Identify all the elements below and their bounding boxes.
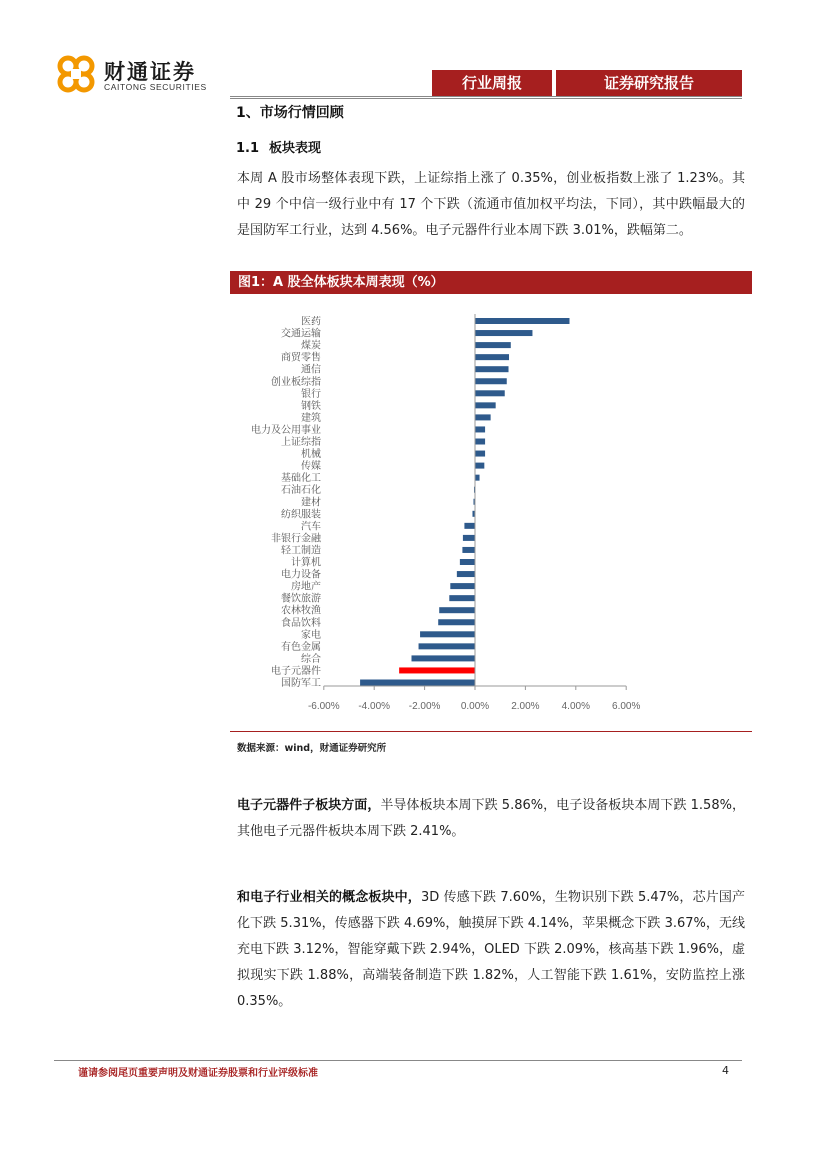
category-label: 综合 — [301, 653, 321, 665]
category-label: 银行 — [301, 388, 321, 400]
category-label: 钢铁 — [301, 400, 321, 412]
category-label: 有色金属 — [281, 641, 321, 653]
bar-23 — [449, 595, 475, 601]
footer-divider — [54, 1060, 742, 1061]
subsection-number: 1.1 — [236, 141, 260, 156]
category-label: 交通运输 — [281, 328, 321, 340]
bar-19 — [462, 547, 475, 553]
figure-bottom-rule — [230, 731, 752, 732]
subsector-lead: 电子元器件子板块方面， — [237, 798, 381, 813]
page-number: 4 — [722, 1064, 729, 1077]
subsector-text: 半导体板块本周下跌 5.86%，电子设备板块本周下跌 1.58%，其他电子元器件板块本周下跌 2.41%。 — [237, 798, 745, 839]
bar-4 — [475, 366, 509, 372]
bar-17 — [464, 523, 475, 529]
bar-7 — [475, 402, 496, 408]
category-label: 建筑 — [301, 412, 321, 424]
bar-12 — [475, 463, 484, 469]
bar-20 — [460, 559, 475, 565]
section-heading: 1、市场行情回顾 — [236, 105, 344, 121]
bar-5 — [475, 378, 507, 384]
category-label: 轻工制造 — [281, 545, 321, 557]
category-label: 非银行金融 — [271, 533, 321, 545]
footer-disclaimer: 谨请参阅尾页重要声明及财通证券股票和行业评级标准 — [78, 1068, 318, 1079]
bar-22 — [450, 583, 475, 589]
bar-26 — [420, 631, 475, 637]
category-label: 机械 — [301, 449, 321, 461]
category-label: 电子元器件 — [271, 665, 321, 677]
bar-11 — [475, 451, 485, 457]
category-label: 房地产 — [291, 581, 321, 593]
category-label: 计算机 — [291, 557, 321, 569]
figure-source: 数据来源：wind，财通证券研究所 — [237, 743, 387, 754]
bar-13 — [475, 475, 480, 481]
bar-25 — [438, 619, 475, 625]
bar-27 — [419, 643, 475, 649]
logo-mark-icon — [54, 52, 98, 96]
x-tick-label: -6.00% — [307, 701, 340, 712]
category-label: 电力及公用事业 — [251, 424, 321, 436]
category-label: 创业板综指 — [271, 376, 321, 388]
category-label: 商贸零售 — [281, 352, 321, 364]
bar-24 — [439, 607, 475, 613]
category-label: 餐饮旅游 — [281, 593, 321, 605]
bar-21 — [457, 571, 475, 577]
category-label: 上证综指 — [281, 437, 321, 448]
bar-18 — [463, 535, 475, 541]
bar-2 — [475, 342, 511, 348]
figure-title: 图1：A 股全体板块本周表现（%） — [230, 271, 752, 294]
header-divider — [230, 96, 742, 97]
x-tick-label: 6.00% — [612, 701, 641, 712]
category-label: 汽车 — [301, 521, 321, 533]
concept-lead: 和电子行业相关的概念板块中， — [237, 890, 421, 905]
logo-english-name: CAITONG SECURITIES — [104, 82, 207, 92]
bar-28 — [411, 655, 475, 661]
bar-1 — [475, 330, 532, 336]
bar-3 — [475, 354, 509, 360]
category-label: 食品饮料 — [281, 617, 321, 629]
header-divider-2 — [230, 98, 742, 99]
company-logo — [54, 52, 224, 96]
bar-8 — [475, 414, 491, 420]
category-label: 基础化工 — [281, 473, 321, 485]
bar-9 — [475, 426, 485, 432]
subsection-title: 板块表现 — [269, 141, 322, 156]
market-review-paragraph: 本周 A 股市场整体表现下跌，上证综指上涨了 0.35%，创业板指数上涨了 1.23%。其中 29 个中信一级行业中有 17 个下跌（流通市值加权平均法，下同），其中跌幅最大的是国防军工行业，达到 4.56%。电子元器件行业本周下跌 3.01%，跌幅第二。 — [237, 171, 745, 238]
sector-performance-chart — [230, 296, 752, 726]
logo-chinese-name: 财通证券 — [104, 60, 196, 84]
concept-paragraph — [237, 885, 745, 1015]
header-tag-research: 证券研究报告 — [556, 70, 742, 96]
header-tag-weekly: 行业周报 — [432, 70, 552, 96]
subsector-paragraph — [237, 793, 745, 845]
category-label: 农林牧渔 — [281, 605, 321, 617]
category-label: 电力设备 — [281, 569, 321, 581]
bar-0 — [475, 318, 570, 324]
category-label: 家电 — [301, 629, 321, 641]
bar-30 — [360, 680, 475, 686]
subsection-heading — [236, 137, 321, 156]
x-tick-label: -2.00% — [408, 701, 441, 712]
x-tick-label: 4.00% — [561, 701, 590, 712]
bar-29 — [399, 667, 475, 673]
category-label: 国防军工 — [281, 678, 321, 689]
concept-text: 3D 传感下跌 7.60%，生物识别下跌 5.47%，芯片国产化下跌 5.31%，传感器下跌 4.69%，触摸屏下跌 4.14%，苹果概念下跌 3.67%，无线充电下跌 3.12%，智能穿戴下跌 2.94%，OLED 下跌 2.09%，核高基下跌 1.96%，虚拟现实下跌 1.88%，高端装备制造下跌 1.82%，人工智能下跌 1.61%，安防监控上涨 0.35%。 — [237, 890, 745, 1009]
category-label: 医药 — [301, 316, 321, 328]
category-label: 传媒 — [301, 461, 321, 473]
category-label: 煤炭 — [301, 340, 321, 352]
bar-10 — [475, 439, 485, 445]
x-tick-label: 2.00% — [511, 701, 540, 712]
category-label: 石油石化 — [281, 485, 321, 497]
x-tick-label: 0.00% — [460, 701, 490, 712]
category-label: 纺织服装 — [281, 509, 321, 521]
category-label: 通信 — [301, 364, 321, 376]
x-tick-label: -4.00% — [358, 701, 391, 712]
category-label: 建材 — [301, 497, 321, 509]
bar-6 — [475, 390, 505, 396]
